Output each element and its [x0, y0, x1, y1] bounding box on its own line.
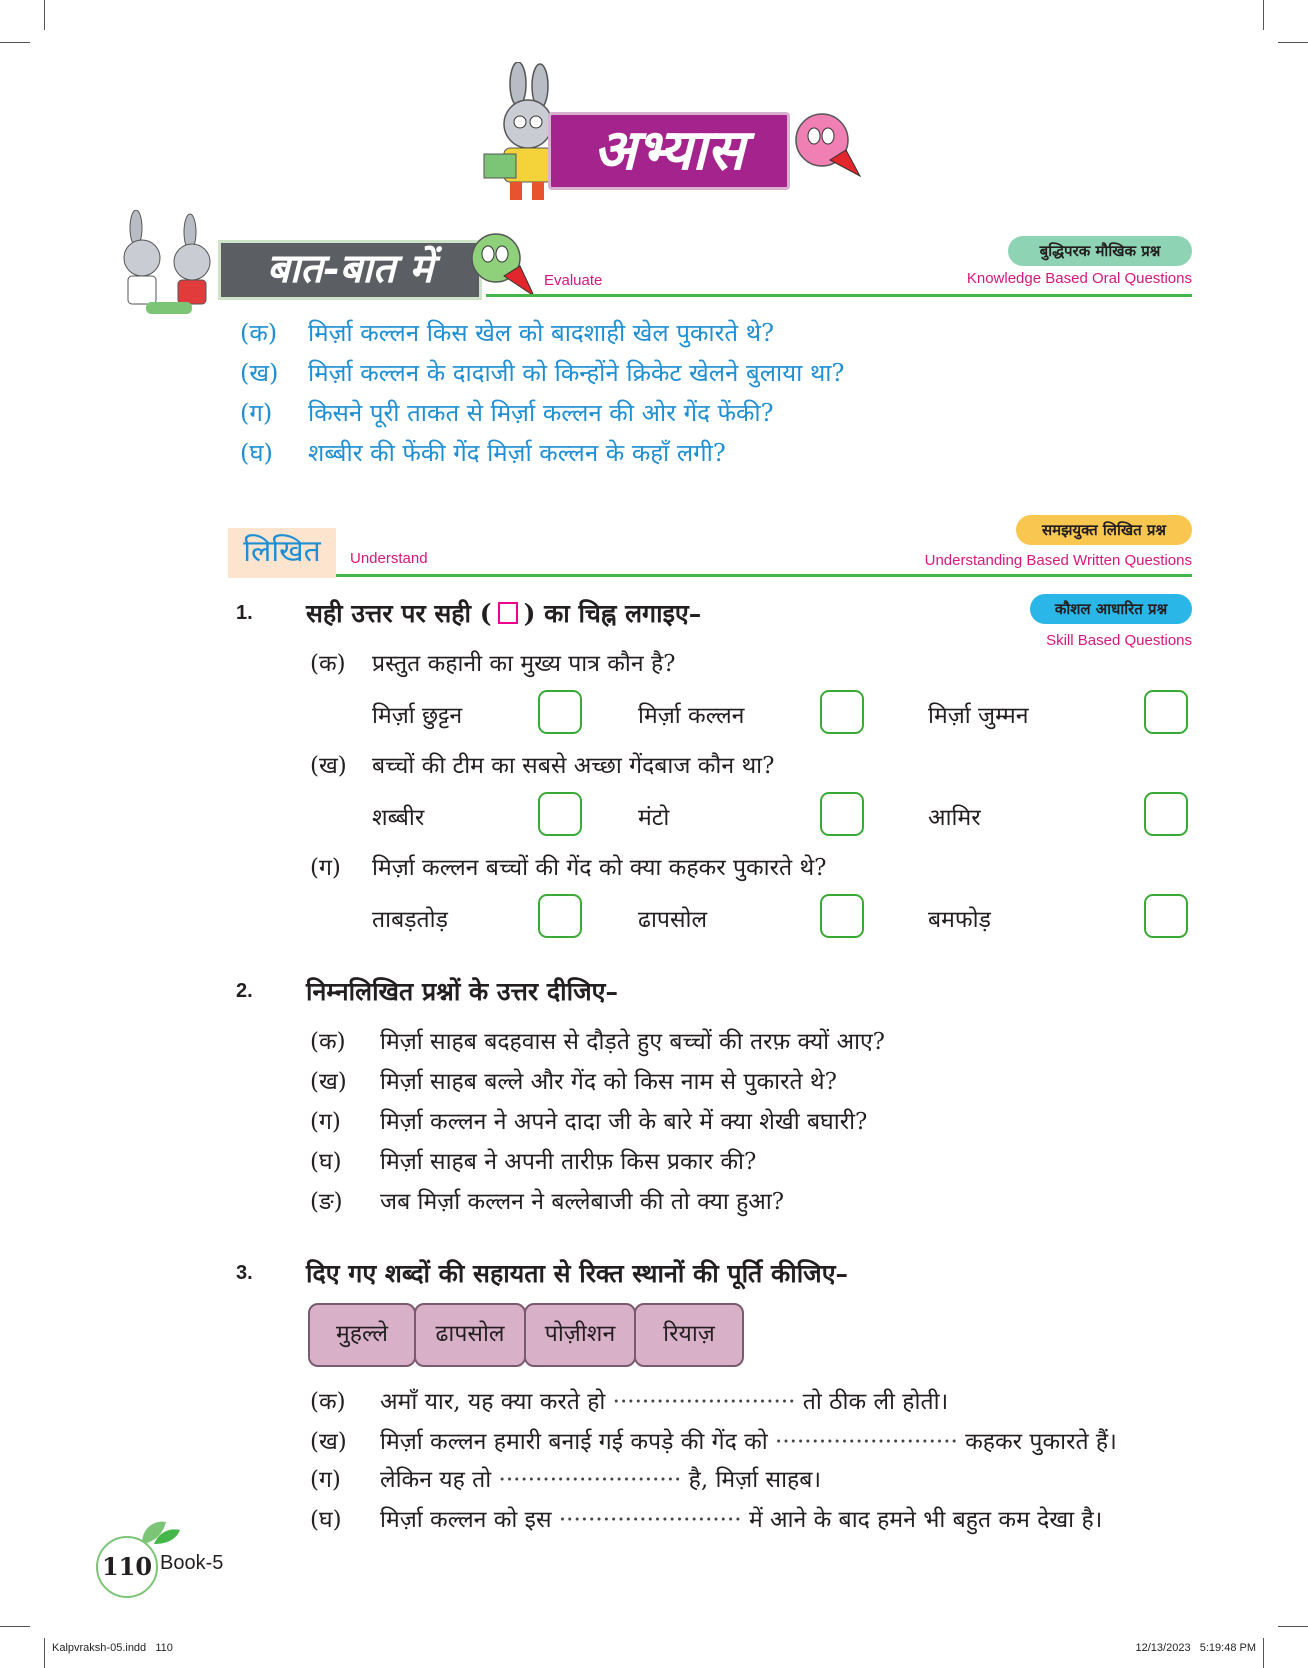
fill-blank-item: (ग) लेकिन यह तो ························· है, मिर्ज़ा साहब।	[310, 1467, 822, 1493]
question-heading: सही उत्तर पर सही ( ) का चिह्न लगाइए–	[306, 599, 702, 628]
oral-section-banner: बात-बात में	[218, 240, 482, 300]
crop-mark	[0, 42, 30, 43]
crop-mark	[1278, 1626, 1308, 1627]
answer-checkbox[interactable]	[538, 690, 582, 734]
mcq-question: (ख) बच्चों की टीम का सबसे अच्छा गेंदबाज कौन था?	[310, 753, 775, 779]
answer-checkbox[interactable]	[1144, 894, 1188, 938]
question-heading: निम्नलिखित प्रश्नों के उत्तर दीजिए–	[306, 977, 618, 1006]
blank-line[interactable]: ·························	[498, 1467, 682, 1493]
word-bank-item: रियाज़	[634, 1303, 744, 1367]
blank-line[interactable]: ·························	[612, 1389, 796, 1415]
question-item: (घ) मिर्ज़ा साहब ने अपनी तारीफ़ किस प्रकार की?	[310, 1149, 757, 1175]
answer-checkbox[interactable]	[820, 792, 864, 836]
mcq-option: मिर्ज़ा जुम्मन	[928, 703, 1029, 729]
oral-question: (क) मिर्ज़ा कल्लन किस खेल को बादशाही खेल पुकारते थे?	[240, 319, 774, 347]
crop-mark	[44, 0, 45, 30]
question-heading: दिए गए शब्दों की सहायता से रिक्त स्थानों की पूर्ति कीजिए–	[306, 1259, 849, 1288]
answer-checkbox[interactable]	[820, 894, 864, 938]
question-item: (क) मिर्ज़ा साहब बदहवास से दौड़ते हुए बच्चों की तरफ़ क्यों आए?	[310, 1029, 886, 1055]
crop-mark	[1263, 0, 1264, 30]
question-item: (ख) मिर्ज़ा साहब बल्ले और गेंद को किस नाम से पुकारते थे?	[310, 1069, 837, 1095]
blank-line[interactable]: ·························	[558, 1507, 742, 1533]
tick-box-icon	[498, 602, 518, 624]
mcq-question: (ग) मिर्ज़ा कल्लन बच्चों की गेंद को क्या कहकर पुकारते थे?	[310, 855, 827, 881]
question-number: 2.	[236, 980, 253, 1002]
mcq-option: शब्बीर	[372, 805, 425, 831]
crop-mark	[1263, 1638, 1264, 1668]
page-title: अभ्यास	[548, 112, 790, 190]
oral-question: (ख) मिर्ज़ा कल्लन के दादाजी को किन्होंने क्रिकेट खेलने बुलाया था?	[240, 359, 845, 387]
oral-tag-hindi: बुद्धिपरक मौखिक प्रश्न	[1008, 236, 1192, 266]
answer-checkbox[interactable]	[538, 792, 582, 836]
question-number: 1.	[236, 602, 253, 624]
answer-checkbox[interactable]	[1144, 792, 1188, 836]
oral-tag-english: Knowledge Based Oral Questions	[966, 270, 1192, 287]
written-tag-english: Understanding Based Written Questions	[924, 552, 1192, 569]
pencil-mascot-icon	[790, 110, 866, 180]
mcq-option: बमफोड़	[928, 907, 991, 933]
mcq-option: मिर्ज़ा छुट्टन	[372, 703, 463, 729]
fill-blank-item: (क) अमाँ यार, यह क्या करते हो ························· तो ठीक ली होती।	[310, 1389, 949, 1415]
question-item: (ग) मिर्ज़ा कल्लन ने अपने दादा जी के बारे में क्या शेखी बघारी?	[310, 1109, 868, 1135]
divider	[486, 294, 1192, 297]
answer-checkbox[interactable]	[1144, 690, 1188, 734]
crop-mark	[0, 1626, 30, 1627]
mcq-option: ढापसोल	[638, 907, 708, 933]
two-rabbits-icon	[108, 210, 224, 320]
crop-mark	[44, 1638, 45, 1668]
oral-question: (ग) किसने पूरी ताकत से मिर्ज़ा कल्लन की ओर गेंद फेंकी?	[240, 399, 774, 427]
question-number: 3.	[236, 1262, 253, 1284]
divider	[336, 574, 1192, 577]
word-bank-item: पोज़ीशन	[524, 1303, 636, 1367]
page-number: 110	[96, 1536, 158, 1598]
fill-blank-item: (ख) मिर्ज़ा कल्लन हमारी बनाई गई कपड़े की गेंद को ························· कहकर पुकारते हैं।	[310, 1429, 1117, 1455]
word-bank-item: ढापसोल	[414, 1303, 526, 1367]
skill-tag-english: Skill Based Questions	[1046, 632, 1192, 649]
timestamp: 12/13/2023 5:19:48 PM	[1135, 1642, 1256, 1654]
mcq-option: मंटो	[638, 805, 670, 831]
skill-tag-hindi: कौशल आधारित प्रश्न	[1030, 594, 1192, 624]
blank-line[interactable]: ·························	[775, 1429, 958, 1455]
written-tag-hindi: समझयुक्त लिखित प्रश्न	[1016, 515, 1192, 545]
written-section-banner: लिखित	[228, 528, 336, 578]
mcq-option: मिर्ज़ा कल्लन	[638, 703, 745, 729]
mcq-option: आमिर	[928, 805, 981, 831]
file-name: Kalpvraksh-05.indd 110	[52, 1642, 173, 1654]
level-understand: Understand	[350, 550, 428, 567]
book-label: Book-5	[160, 1552, 224, 1574]
pencil-mascot-icon	[466, 226, 540, 300]
mcq-option: ताबड़तोड़	[372, 907, 448, 933]
crop-mark	[1278, 42, 1308, 43]
question-item: (ङ) जब मिर्ज़ा कल्लन ने बल्लेबाजी की तो क्या हुआ?	[310, 1189, 785, 1215]
oral-question: (घ) शब्बीर की फेंकी गेंद मिर्ज़ा कल्लन के कहाँ लगी?	[240, 439, 726, 467]
level-evaluate: Evaluate	[544, 272, 603, 289]
fill-blank-item: (घ) मिर्ज़ा कल्लन को इस ························· में आने के बाद हमने भी बहुत कम देखा है।	[310, 1507, 1103, 1533]
word-bank-item: मुहल्ले	[308, 1303, 416, 1367]
answer-checkbox[interactable]	[538, 894, 582, 938]
answer-checkbox[interactable]	[820, 690, 864, 734]
mcq-question: (क) प्रस्तुत कहानी का मुख्य पात्र कौन है?	[310, 651, 676, 677]
